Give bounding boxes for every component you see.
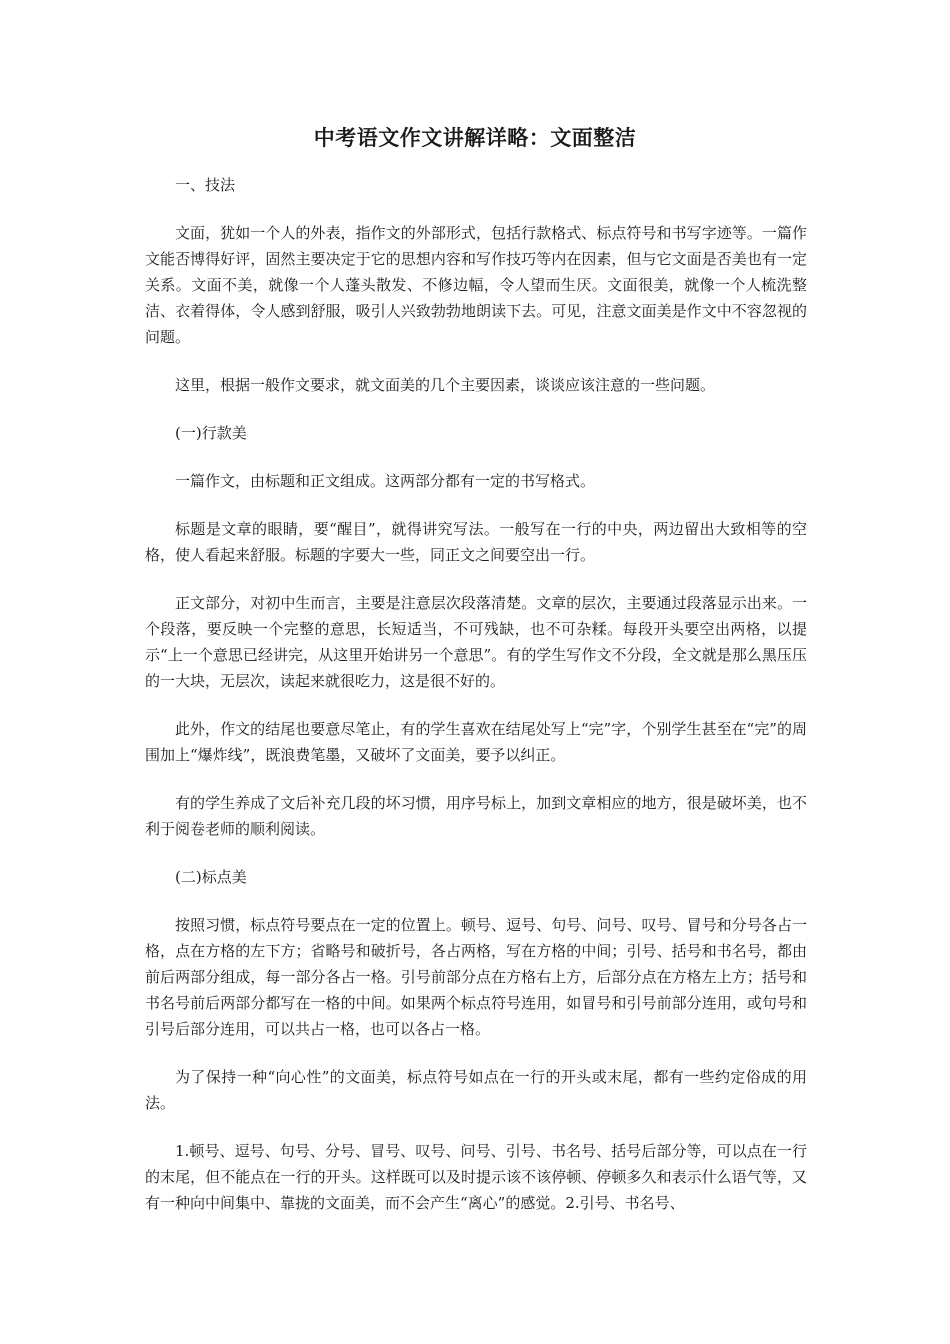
- paragraph-ending: 此外，作文的结尾也要意尽笔止，有的学生喜欢在结尾处写上“完”字，个别学生甚至在“完”的周围加上“爆炸线”，既浪费笔墨，又破坏了文面美，要予以纠正。: [145, 720, 807, 764]
- section-heading-techniques: 一、技法: [175, 176, 236, 194]
- paragraph-layout-intro: 一篇作文，由标题和正文组成。这两部分都有一定的书写格式。: [175, 472, 596, 490]
- paragraph-title-format: 标题是文章的眼睛，要“醒目”，就得讲究写法。一般写在一行的中央，两边留出大致相等的空格，使人看起来舒服。标题的字要大一些，同正文之间要空出一行。: [145, 520, 807, 564]
- section-heading-punctuation: (二)标点美: [175, 868, 247, 886]
- section-heading-layout: (一)行款美: [175, 424, 247, 442]
- paragraph-overview: 这里，根据一般作文要求，就文面美的几个主要因素，谈谈应该注意的一些问题。: [175, 376, 716, 394]
- paragraph-punctuation-rules: 1.顿号、逗号、句号、分号、冒号、叹号、问号、引号、书名号、括号后部分等，可以点在一行的末尾，但不能点在一行的开头。这样既可以及时提示该不该停顿、停顿多久和表示什么语气等，又有一种向中间集中、靠拢的文面美，而不会产生“离心”的感觉。2.引号、书名号、: [145, 1142, 807, 1212]
- document-body: [145, 172, 807, 1238]
- paragraph-body-format: 正文部分，对初中生而言，主要是注意层次段落清楚。文章的层次，主要通过段落显示出来。一个段落，要反映一个完整的意思，长短适当，不可残缺，也不可杂糅。每段开头要空出两格，以提示“上一个意思已经讲完，从这里开始讲另一个意思”。有的学生写作文不分段，全文就是那么黑压压的一大块，无层次，读起来就很吃力，这是很不好的。: [145, 594, 807, 690]
- paragraph-punctuation-convention: 为了保持一种“向心性”的文面美，标点符号如点在一行的开头或末尾，都有一些约定俗成的用法。: [145, 1068, 807, 1112]
- paragraph-supplement: 有的学生养成了文后补充几段的坏习惯，用序号标上，加到文章相应的地方，很是破坏美，也不利于阅卷老师的顺利阅读。: [145, 794, 807, 838]
- paragraph-punctuation-position: 按照习惯，标点符号要点在一定的位置上。顿号、逗号、句号、问号、叹号、冒号和分号各占一格，点在方格的左下方；省略号和破折号，各占两格，写在方格的中间；引号、括号和书名号，都由前后两部分组成，每一部分各占一格。引号前部分点在方格右上方，后部分点在方格左上方；括号和书名号前后两部分都写在一格的中间。如果两个标点符号连用，如冒号和引号前部分连用，或句号和引号后部分连用，可以共占一格，也可以各占一格。: [145, 916, 807, 1038]
- paragraph-intro: 文面，犹如一个人的外表，指作文的外部形式，包括行款格式、标点符号和书写字迹等。一篇作文能否博得好评，固然主要决定于它的思想内容和写作技巧等内在因素，但与它文面是否美也有一定关系。文面不美，就像一个人蓬头散发、不修边幅，令人望而生厌。文面很美，就像一个人梳洗整洁、衣着得体，令人感到舒服，吸引人兴致勃勃地朗读下去。可见，注意文面美是作文中不容忽视的问题。: [145, 224, 807, 346]
- document-title: 中考语文作文讲解详略：文面整洁: [313, 125, 637, 150]
